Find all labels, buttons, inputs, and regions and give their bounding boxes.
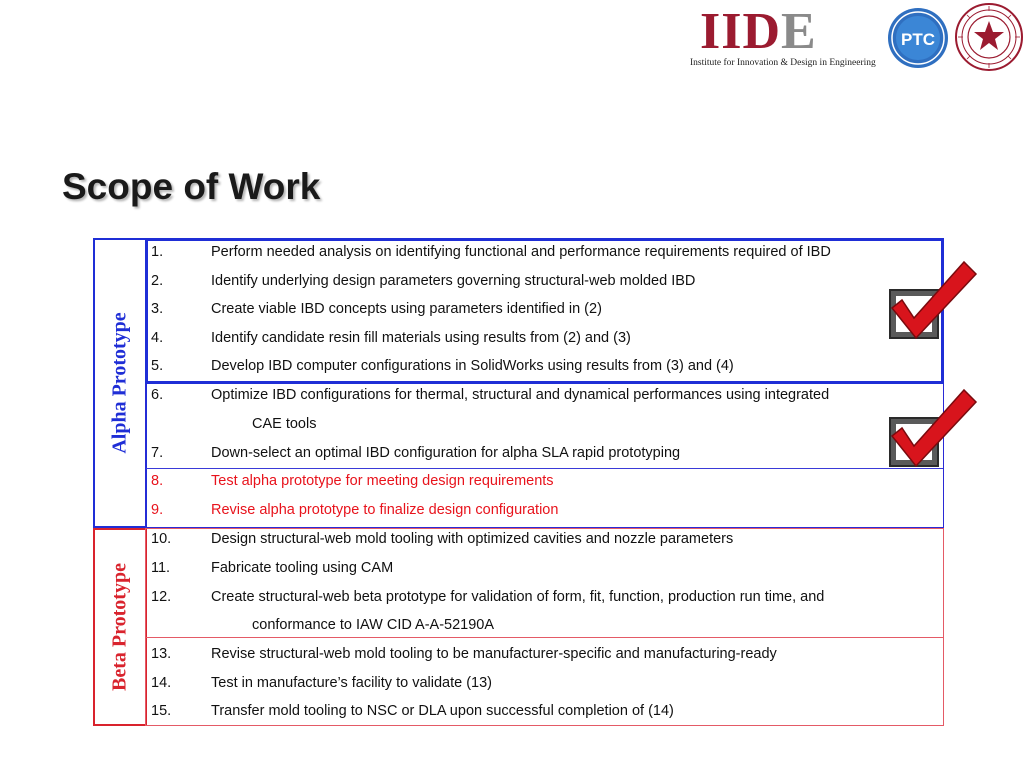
item-continuation-text: CAE tools xyxy=(252,416,317,432)
beta-divider xyxy=(146,637,943,638)
item-text: Down-select an optimal IBD configuration for alpha SLA rapid prototyping xyxy=(211,445,681,461)
item-number: 8. xyxy=(151,473,164,489)
item-number: 15. xyxy=(151,703,172,719)
item-number: 4. xyxy=(151,330,164,346)
item-number: 14. xyxy=(151,675,172,691)
item-text: Design structural-web mold tooling with optimized cavities and nozzle parameters xyxy=(211,531,734,547)
item-text: Create viable IBD concepts using parameters identified in (2) xyxy=(211,301,602,317)
alpha-divider xyxy=(146,468,943,469)
alpha-prototype-section xyxy=(93,238,147,528)
item-number: 13. xyxy=(151,646,172,662)
item-number: 3. xyxy=(151,301,164,317)
university-seal-logo xyxy=(955,3,1023,71)
list-item xyxy=(151,271,941,291)
list-item xyxy=(151,529,941,549)
item-text: Revise alpha prototype to finalize design configuration xyxy=(211,502,559,518)
checkmark-box-icon xyxy=(886,258,978,344)
item-text: Test alpha prototype for meeting design requirements xyxy=(211,473,554,489)
item-number: 6. xyxy=(151,387,164,403)
list-item xyxy=(151,587,941,607)
item-text: Identify underlying design parameters governing structural-web molded IBD xyxy=(211,273,696,289)
item-number: 2. xyxy=(151,273,164,289)
list-item xyxy=(151,701,941,721)
item-text: Create structural-web beta prototype for validation of form, fit, function, production run time, and xyxy=(211,589,825,605)
item-number: 7. xyxy=(151,445,164,461)
checkmark-box-icon xyxy=(886,386,978,472)
alpha-prototype-label: Alpha Prototype xyxy=(108,312,131,454)
list-item xyxy=(151,673,941,693)
item-number: 12. xyxy=(151,589,172,605)
item-number: 10. xyxy=(151,531,172,547)
item-text: Fabricate tooling using CAM xyxy=(211,560,394,576)
ptc-logo-text: PTC xyxy=(901,30,935,49)
iide-logo-caption: Institute for Innovation & Design in Engineering xyxy=(690,58,876,68)
list-item xyxy=(151,356,941,376)
list-item xyxy=(151,299,941,319)
list-item xyxy=(151,558,941,578)
ptc-logo xyxy=(887,7,949,69)
item-text: Transfer mold tooling to NSC or DLA upon successful completion of (14) xyxy=(211,703,674,719)
list-item xyxy=(151,500,941,520)
item-text: Identify candidate resin fill materials using results from (2) and (3) xyxy=(211,330,631,346)
item-text: Develop IBD computer configurations in SolidWorks using results from (3) and (4) xyxy=(211,358,734,374)
list-item xyxy=(151,443,941,463)
beta-prototype-section xyxy=(93,528,147,726)
list-item xyxy=(151,385,941,405)
item-number: 11. xyxy=(151,560,171,576)
list-item xyxy=(151,471,941,491)
item-text: Optimize IBD configurations for thermal, structural and dynamical performances using integrated xyxy=(211,387,830,403)
item-number: 5. xyxy=(151,358,164,374)
iide-logo xyxy=(690,3,880,68)
beta-prototype-label: Beta Prototype xyxy=(108,563,131,691)
iide-logo-letters: IIDE xyxy=(700,3,817,60)
item-text: Test in manufacture’s facility to validate (13) xyxy=(211,675,493,691)
item-text: Perform needed analysis on identifying functional and performance requirements required of IBD xyxy=(211,244,831,260)
item-number: 9. xyxy=(151,502,164,518)
slide-title: Scope of Work xyxy=(62,166,321,207)
item-continuation-text: conformance to IAW CID A-A-52190A xyxy=(252,617,495,633)
item-number: 1. xyxy=(151,244,164,260)
list-item xyxy=(151,242,941,262)
item-text: Revise structural-web mold tooling to be manufacturer-specific and manufacturing-ready xyxy=(211,646,777,662)
list-item xyxy=(151,328,941,348)
list-item xyxy=(151,644,941,664)
